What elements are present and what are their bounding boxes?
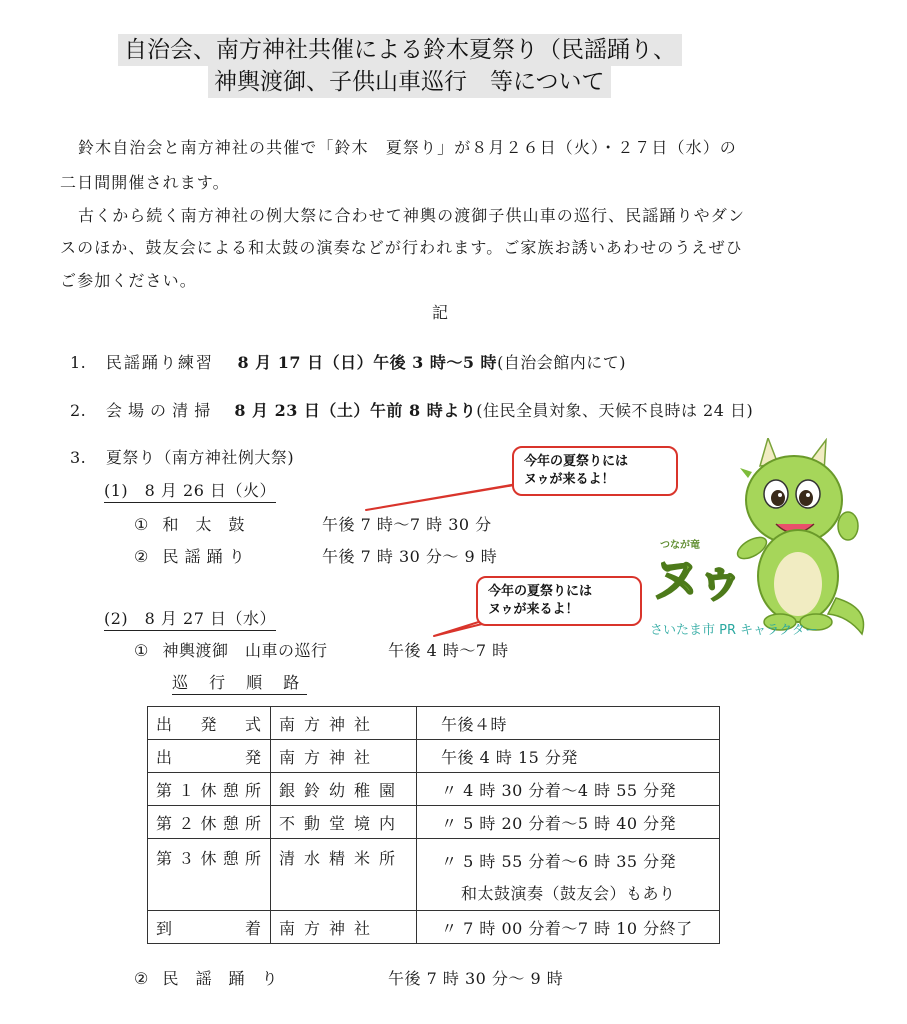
intro-p2c: ご参加ください。 xyxy=(60,271,197,290)
route-site: 南方神社 xyxy=(271,740,417,773)
item-date: 8 月 23 日（土）午前 8 時より xyxy=(234,401,477,420)
item-number: 2. xyxy=(70,401,87,420)
route-place: 出 発 xyxy=(148,740,271,773)
route-place: 出 発 式 xyxy=(148,707,271,740)
route-place: 第２休憩所 xyxy=(148,806,271,839)
item-label: 夏祭り（南方神社例大祭) xyxy=(105,448,295,467)
page-title-line2: 神輿渡御、子供山車巡行 等について xyxy=(208,66,611,98)
event-name: 民 謡 踊 り xyxy=(162,969,278,988)
item-label: 会 場 の 清 掃 xyxy=(105,401,211,420)
item-note: (住民全員対象、天候不良時は 24 日) xyxy=(476,401,754,420)
mascot-character xyxy=(648,438,878,638)
route-time: 〃 5 時 20 分着〜5 時 40 分発 xyxy=(417,806,720,839)
route-extra: 和太鼓演奏（鼓友会）もあり xyxy=(461,884,676,903)
intro-p1b: 二日間開催されます。 xyxy=(60,173,230,192)
route-time: 〃 4 時 30 分着〜4 時 55 分発 xyxy=(417,773,720,806)
event-mark: ① xyxy=(134,515,149,534)
event-time: 午後 4 時〜7 時 xyxy=(388,641,509,660)
route-site: 銀鈴幼稚園 xyxy=(271,773,417,806)
event-mark: ② xyxy=(134,969,149,988)
route-place: 第１休憩所 xyxy=(148,773,271,806)
route-time: 午後４時 xyxy=(417,707,720,740)
day1-heading: (1) 8 月 26 日（火） xyxy=(104,478,276,503)
bubble-line1: 今年の夏祭りには xyxy=(524,454,629,469)
speech-bubble-2 xyxy=(476,576,642,626)
route-site: 不動堂境内 xyxy=(271,806,417,839)
event-mark: ① xyxy=(134,641,149,660)
bubble-line2: ヌゥが来るよ！ xyxy=(524,472,615,487)
route-title: 巡 行 順 路 xyxy=(172,670,307,695)
event-time: 午後 7 時 30 分〜 9 時 xyxy=(322,547,498,566)
event-time: 午後 7 時〜7 時 30 分 xyxy=(322,515,492,534)
page-title-line1: 自治会、南方神社共催による鈴木夏祭り（民謡踊り、 xyxy=(118,34,682,66)
character-logo: ヌゥ xyxy=(652,552,743,608)
event-mark: ② xyxy=(134,547,149,566)
route-place: 到 着 xyxy=(148,911,271,944)
event-name: 民 謡 踊 り xyxy=(162,547,246,566)
day2-heading: (2) 8 月 27 日（水） xyxy=(104,606,276,631)
item-number: 3. xyxy=(70,448,87,467)
item-number: 1. xyxy=(70,353,87,372)
character-caption: さいたま市 PR キャラクター xyxy=(650,623,818,638)
event-name: 神輿渡御 山車の巡行 xyxy=(162,641,328,660)
item-label: 民謡踊り練習 xyxy=(105,353,214,372)
route-place: 第３休憩所 xyxy=(148,839,271,911)
route-site: 南方神社 xyxy=(271,707,417,740)
event-name: 和 太 鼓 xyxy=(162,515,245,534)
route-site: 南方神社 xyxy=(271,911,417,944)
item-note: (自治会館内にて) xyxy=(497,353,627,372)
bubble-line1: 今年の夏祭りには xyxy=(488,584,593,599)
item-date: 8 月 17 日（日）午後 3 時〜5 時 xyxy=(237,353,498,372)
intro-p2a: 古くから続く南方神社の例大祭に合わせて神輿の渡御子供山車の巡行、民謡踊りやダン xyxy=(78,206,746,225)
route-time: 〃 7 時 00 分着〜7 時 10 分終了 xyxy=(417,911,720,944)
route-site: 清水精米所 xyxy=(271,839,417,911)
intro-p1a: 鈴木自治会と南方神社の共催で「鈴木 夏祭り」が８月２６日（火）・２７日（水）の xyxy=(78,138,737,157)
ki-heading: 記 xyxy=(432,303,450,322)
event-time: 午後 7 時 30 分〜 9 時 xyxy=(388,969,564,988)
route-time: 午後 4 時 15 分発 xyxy=(417,740,720,773)
intro-p2b: スのほか、鼓友会による和太鼓の演奏などが行われます。ご家族お誘いあわせのうえぜひ xyxy=(60,238,743,257)
bubble-line2: ヌゥが来るよ！ xyxy=(488,602,579,617)
route-time: 〃 5 時 55 分着〜6 時 35 分発 xyxy=(441,852,677,871)
character-ruby: つなが竜 xyxy=(660,540,700,551)
